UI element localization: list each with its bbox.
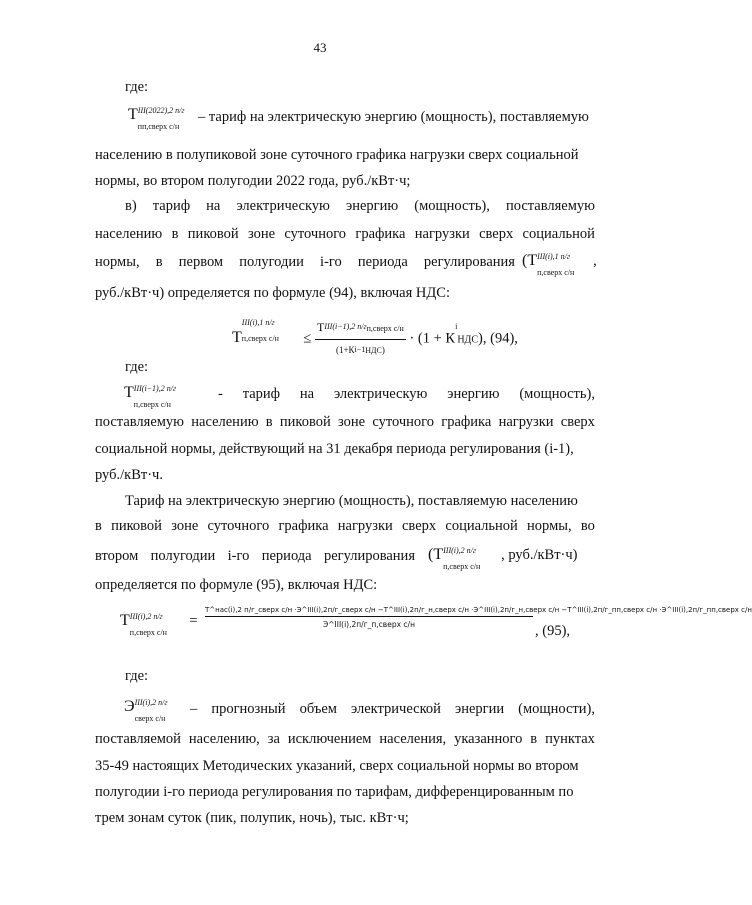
definition-1-text: – тариф на электрическую энергию (мощность), поставляемую xyxy=(198,109,589,125)
definition-1-line-2: населению в полупиковой зоне суточного графика нагрузки сверх социальной xyxy=(95,147,579,163)
where-label-1: где: xyxy=(125,79,149,95)
definition-2-line-2: поставляемую населению в пиковой зоне суточного графика нагрузки сверх xyxy=(95,414,595,430)
item-b-line-1: в) тариф на электрическую энергию (мощность), поставляемую xyxy=(125,198,595,214)
where-label-3: где: xyxy=(125,668,149,684)
paragraph-2-line-1: Тариф на электрическую энергию (мощность), поставляемую населению xyxy=(125,493,578,509)
definition-2-line-4: руб./кВт·ч. xyxy=(95,467,163,483)
page-number: 43 xyxy=(313,40,327,55)
definition-3-line-2: поставляемой населению, за исключением населения, указанного в пунктах xyxy=(95,731,595,747)
definition-2-line-1: - тариф на электрическую энергию (мощность), xyxy=(218,386,595,402)
formula-94-fraction: $\frac{Т^{III(i-1),2 п/г}п,сверх с/н}{\text{(1+Кi−1НДС)}}$ xyxy=(317,320,404,355)
formula-94: Т III(i),1 п/г п,сверх с/н ≤ $\frac{Т^{III(i-1),2 п/г}п,сверх с/н}{\text{(1+Кi−1НДС)}}$ · $(1 + К^iНДС)$, (94), xyxy=(232,318,518,360)
definition-3-line-3: 35-49 настоящих Методических указаний, сверх социальной нормы во втором xyxy=(95,758,579,774)
item-b-line-4: руб./кВт·ч) определяется по формуле (94), включая НДС: xyxy=(95,285,450,301)
definition-2-line-3: социальной нормы, действующий на 31 декабря периода регулирования (i-1), xyxy=(95,441,574,457)
tariff-symbol: Т xyxy=(128,106,138,123)
definition-2-term: Т III(i−1),2 п/г п,сверх с/н xyxy=(124,384,177,409)
item-b-tariff-ref: (Т III(i),1 п/г п,сверх с/н , xyxy=(522,252,597,277)
item-b-line-3: нормы, в первом полугодии i-го периода регулирования xyxy=(95,254,515,270)
superscript: III(2022),2 п/г xyxy=(137,106,185,115)
definition-3-line-1: – прогнозный объем электрической энергии (мощности), xyxy=(190,701,595,717)
formula-95-denominator: Э^III(i),2п/г_п,сверх с/н xyxy=(323,620,415,629)
paragraph-2-tariff-ref: (Т III(i),2 п/г п,сверх с/н , руб./кВт·ч) xyxy=(428,546,578,571)
where-label-2: где: xyxy=(125,359,149,375)
formula-95-number: , (95), xyxy=(535,623,571,639)
definition-3-term: Э III(i),2 п/г сверх с/н xyxy=(124,698,168,723)
paragraph-2-line-2: в пиковой зоне суточного графика нагрузки сверх социальной нормы, во xyxy=(95,518,595,534)
definition-1-term xyxy=(128,106,200,131)
definition-3-line-4: полугодии i-го периода регулирования по тарифам, дифференцированным по xyxy=(95,784,574,800)
formula-95-fraction xyxy=(205,606,752,629)
paragraph-2-line-3: втором полугодии i-го периода регулирования xyxy=(95,548,415,564)
subscript: пп,сверх с/н xyxy=(137,122,180,131)
definition-3-line-5: трем зонам суток (пик, полупик, ночь), тыс. кВт·ч; xyxy=(95,810,409,826)
definition-1-line-3: нормы, во втором полугодии 2022 года, руб./кВт·ч; xyxy=(95,173,411,189)
formula-95-lhs: Т III(i),2 п/г п,сверх с/н = xyxy=(120,612,198,637)
formula-95-numerator: Т^нас(i),2 п/г_сверх с/н ·Э^III(i),2п/г_сверх с/н −Т^III(i),2п/г_н,сверх с/н ·Э^III(i),2п/г_н,сверх с/н −Т^III(i),2п/г_пп,сверх с/н ·Э^III(i),2п/г_пп,сверх с/н xyxy=(205,606,533,617)
item-b-line-2: населению в пиковой зоне суточного графика нагрузки сверх социальной xyxy=(95,226,595,242)
paragraph-2-line-4: определяется по формуле (95), включая НДС: xyxy=(95,577,378,593)
